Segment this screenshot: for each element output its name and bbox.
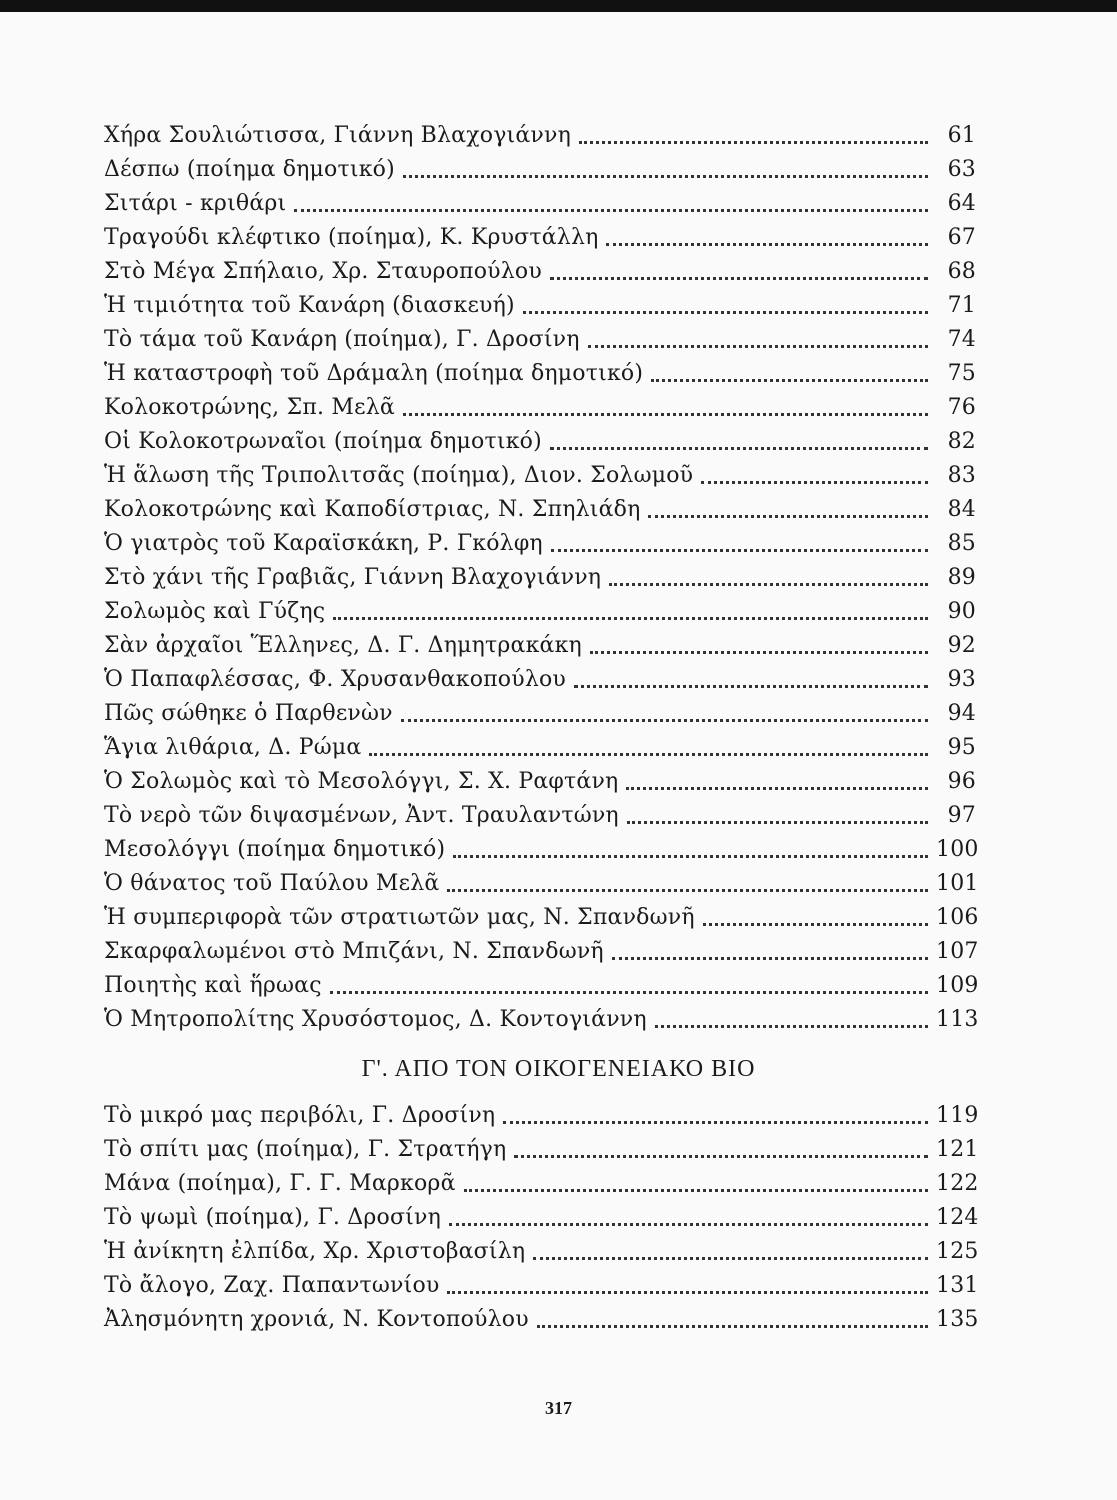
toc-entry-title: Ἡ ἀνίκητη ἐλπίδα, Χρ. Χριστοβασίλη: [104, 1238, 526, 1264]
scan-top-edge: [0, 0, 1117, 12]
toc-entry: [104, 832, 979, 866]
toc-entry-page: 93: [947, 666, 976, 692]
toc-entry: [104, 1234, 979, 1268]
toc-entry-page: 124: [936, 1204, 979, 1230]
toc-entry: [104, 1002, 979, 1036]
toc-entry-page: 84: [947, 496, 976, 522]
toc-entry-page: 106: [936, 904, 979, 930]
dot-leader: [655, 1025, 928, 1028]
toc-entry-page: 68: [947, 258, 976, 284]
toc-entry-title: Τραγούδι κλέφτικο (ποίημα), Κ. Κρυστάλλη: [104, 224, 599, 250]
toc-entry: [104, 798, 976, 832]
toc-entry: [104, 424, 976, 458]
dot-leader: [574, 685, 928, 688]
dot-leader: [550, 447, 928, 450]
toc-entry: [104, 152, 976, 186]
toc-entry-page: 107: [936, 938, 979, 964]
toc-entry: [104, 1098, 979, 1132]
dot-leader: [514, 1155, 928, 1158]
toc-entry-title: Στὸ Μέγα Σπήλαιο, Χρ. Σταυροπούλου: [104, 258, 542, 284]
toc-entry: [104, 356, 976, 390]
toc-entry-title: Σκαρφαλωμένοι στὸ Μπιζάνι, Ν. Σπανδωνῆ: [104, 938, 604, 964]
dot-leader: [503, 1121, 928, 1124]
toc-entry: [104, 594, 976, 628]
toc-entry-page: 122: [936, 1170, 979, 1196]
dot-leader: [701, 481, 928, 484]
toc-entry-page: 100: [936, 836, 979, 862]
toc-entry-page: 97: [947, 802, 976, 828]
toc-entry-title: Ὁ Μητροπολίτης Χρυσόστομος, Δ. Κοντογιάννη: [104, 1006, 647, 1032]
toc-entry: [104, 1268, 979, 1302]
toc-entry: [104, 288, 976, 322]
toc-entry: [104, 254, 976, 288]
dot-leader: [590, 651, 928, 654]
toc-entry: [104, 662, 976, 696]
toc-entry-page: 125: [936, 1238, 979, 1264]
toc-entry-page: 67: [947, 224, 976, 250]
dot-leader: [369, 753, 928, 756]
toc-entry: [104, 220, 976, 254]
toc-entry: [104, 560, 976, 594]
toc-entry: [104, 764, 976, 798]
toc-entry-page: 94: [947, 700, 976, 726]
toc-entry-title: Σὰν ἀρχαῖοι Ἕλληνες, Δ. Γ. Δημητρακάκη: [104, 632, 582, 658]
toc-entry-title: Σιτάρι - κριθάρι: [104, 190, 287, 216]
dot-leader: [403, 413, 928, 416]
toc-entry-title: Οἱ Κολοκοτρωναῖοι (ποίημα δημοτικό): [104, 428, 542, 454]
toc-entry-title: Τὸ νερὸ τῶν διψασμένων, Ἀντ. Τραυλαντώνη: [104, 802, 619, 828]
toc-entry: [104, 118, 976, 152]
toc-entry-page: 61: [947, 122, 976, 148]
dot-leader: [537, 1325, 928, 1328]
toc-entry-page: 74: [947, 326, 976, 352]
toc-entry-page: 135: [936, 1306, 979, 1332]
section-heading: Γ'. ΑΠΟ ΤΟΝ ΟΙΚΟΓΕΝΕΙΑΚΟ ΒΙΟ: [361, 1056, 756, 1082]
toc-entry: [104, 186, 976, 220]
dot-leader: [523, 311, 928, 314]
toc-entry: [104, 730, 976, 764]
dot-leader: [609, 583, 928, 586]
dot-leader: [579, 141, 928, 144]
toc-entry-title: Ἀλησμόνητη χρονιά, Ν. Κοντοπούλου: [104, 1306, 529, 1332]
dot-leader: [651, 379, 928, 382]
dot-leader: [464, 1189, 928, 1192]
toc-entry: [104, 492, 976, 526]
toc-entry-title: Χήρα Σουλιώτισσα, Γιάννη Βλαχογιάννη: [104, 122, 571, 148]
toc-entry-page: 83: [947, 462, 976, 488]
toc-entry-page: 113: [936, 1006, 979, 1032]
toc-entry-title: Ἡ καταστροφὴ τοῦ Δράμαλη (ποίημα δημοτικό): [104, 360, 644, 386]
toc-entry-title: Ὁ γιατρὸς τοῦ Καραϊσκάκη, Ρ. Γκόλφη: [104, 530, 543, 556]
toc-entry-title: Τὸ μικρό μας περιβόλι, Γ. Δροσίνη: [104, 1102, 496, 1128]
toc-entry-page: 95: [947, 734, 976, 760]
dot-leader: [449, 1223, 928, 1226]
toc-entry-page: 64: [947, 190, 976, 216]
dot-leader: [551, 549, 928, 552]
toc-entry: [104, 1302, 979, 1336]
toc-entry-page: 109: [936, 972, 979, 998]
toc-entry: [104, 526, 976, 560]
toc-entry-page: 76: [947, 394, 976, 420]
dot-leader: [612, 957, 928, 960]
toc-entry: [104, 628, 976, 662]
dot-leader: [627, 821, 928, 824]
contents-list-section-c: [104, 1098, 979, 1336]
toc-entry-page: 96: [947, 768, 976, 794]
toc-entry-page: 92: [947, 632, 976, 658]
page-number: 317: [545, 1398, 572, 1418]
dot-leader: [447, 889, 928, 892]
toc-entry-title: Ὁ θάνατος τοῦ Παύλου Μελᾶ: [104, 870, 440, 896]
toc-entry-page: 85: [947, 530, 976, 556]
toc-entry-page: 75: [947, 360, 976, 386]
dot-leader: [447, 1291, 928, 1294]
toc-entry-title: Ὁ Σολωμὸς καὶ τὸ Μεσολόγγι, Σ. Χ. Ραφτάνη: [104, 768, 619, 794]
toc-entry-title: Στὸ χάνι τῆς Γραβιᾶς, Γιάννη Βλαχογιάννη: [104, 564, 602, 590]
toc-entry-title: Ἡ τιμιότητα τοῦ Κανάρη (διασκευή): [104, 292, 515, 318]
dot-leader: [703, 923, 928, 926]
toc-entry-title: Τὸ ἄλογο, Ζαχ. Παπαντωνίου: [104, 1272, 440, 1298]
toc-entry-title: Ἡ συμπεριφορὰ τῶν στρατιωτῶν μας, Ν. Σπανδωνῆ: [104, 904, 695, 930]
toc-entry: [104, 866, 979, 900]
toc-entry-page: 131: [936, 1272, 979, 1298]
toc-entry-page: 101: [936, 870, 979, 896]
toc-entry-title: Ποιητὴς καὶ ἥρωας: [104, 972, 322, 998]
toc-entry: [104, 1132, 979, 1166]
toc-entry: [104, 1166, 979, 1200]
toc-entry: [104, 458, 976, 492]
dot-leader: [330, 991, 928, 994]
toc-entry-page: 90: [947, 598, 976, 624]
toc-entry: [104, 900, 979, 934]
dot-leader: [550, 277, 928, 280]
dot-leader: [403, 175, 928, 178]
dot-leader: [533, 1257, 928, 1260]
toc-entry-title: Ἡ ἅλωση τῆς Τριπολιτσᾶς (ποίημα), Διον. Σολωμοῦ: [104, 462, 694, 488]
contents-list-section-b: [104, 118, 979, 1036]
toc-entry-title: Μεσολόγγι (ποίημα δημοτικό): [104, 836, 446, 862]
toc-entry-title: Σολωμὸς καὶ Γύζης: [104, 598, 326, 624]
dot-leader: [606, 243, 928, 246]
toc-entry-page: 119: [936, 1102, 979, 1128]
toc-entry: [104, 390, 976, 424]
toc-entry: [104, 968, 979, 1002]
toc-entry-title: Τὸ ψωμὶ (ποίημα), Γ. Δροσίνη: [104, 1204, 441, 1230]
toc-entry-title: Ὁ Παπαφλέσσας, Φ. Χρυσανθακοπούλου: [104, 666, 566, 692]
dot-leader: [401, 719, 928, 722]
dot-leader: [626, 787, 928, 790]
toc-entry-page: 121: [936, 1136, 979, 1162]
toc-entry: [104, 934, 979, 968]
dot-leader: [294, 209, 928, 212]
toc-entry-page: 63: [947, 156, 976, 182]
toc-entry-title: Κολοκοτρώνης καὶ Καποδίστριας, Ν. Σπηλιάδη: [104, 496, 641, 522]
dot-leader: [453, 855, 928, 858]
dot-leader: [588, 345, 928, 348]
toc-entry: [104, 1200, 979, 1234]
toc-entry: [104, 696, 976, 730]
toc-entry-title: Τὸ σπίτι μας (ποίημα), Γ. Στρατήγη: [104, 1136, 507, 1162]
toc-entry: [104, 322, 976, 356]
toc-entry-page: 89: [947, 564, 976, 590]
toc-entry-title: Μάνα (ποίημα), Γ. Γ. Μαρκορᾶ: [104, 1170, 456, 1196]
toc-entry-page: 71: [947, 292, 976, 318]
toc-entry-title: Κολοκοτρώνης, Σπ. Μελᾶ: [104, 394, 395, 420]
toc-entry-title: Ἅγια λιθάρια, Δ. Ρώμα: [104, 734, 362, 760]
toc-entry-page: 82: [947, 428, 976, 454]
toc-entry-title: Τὸ τάμα τοῦ Κανάρη (ποίημα), Γ. Δροσίνη: [104, 326, 580, 352]
dot-leader: [333, 617, 928, 620]
toc-entry-title: Πῶς σώθηκε ὁ Παρθενὼν: [104, 700, 393, 726]
toc-entry-title: Δέσπω (ποίημα δημοτικό): [104, 156, 395, 182]
dot-leader: [648, 515, 928, 518]
